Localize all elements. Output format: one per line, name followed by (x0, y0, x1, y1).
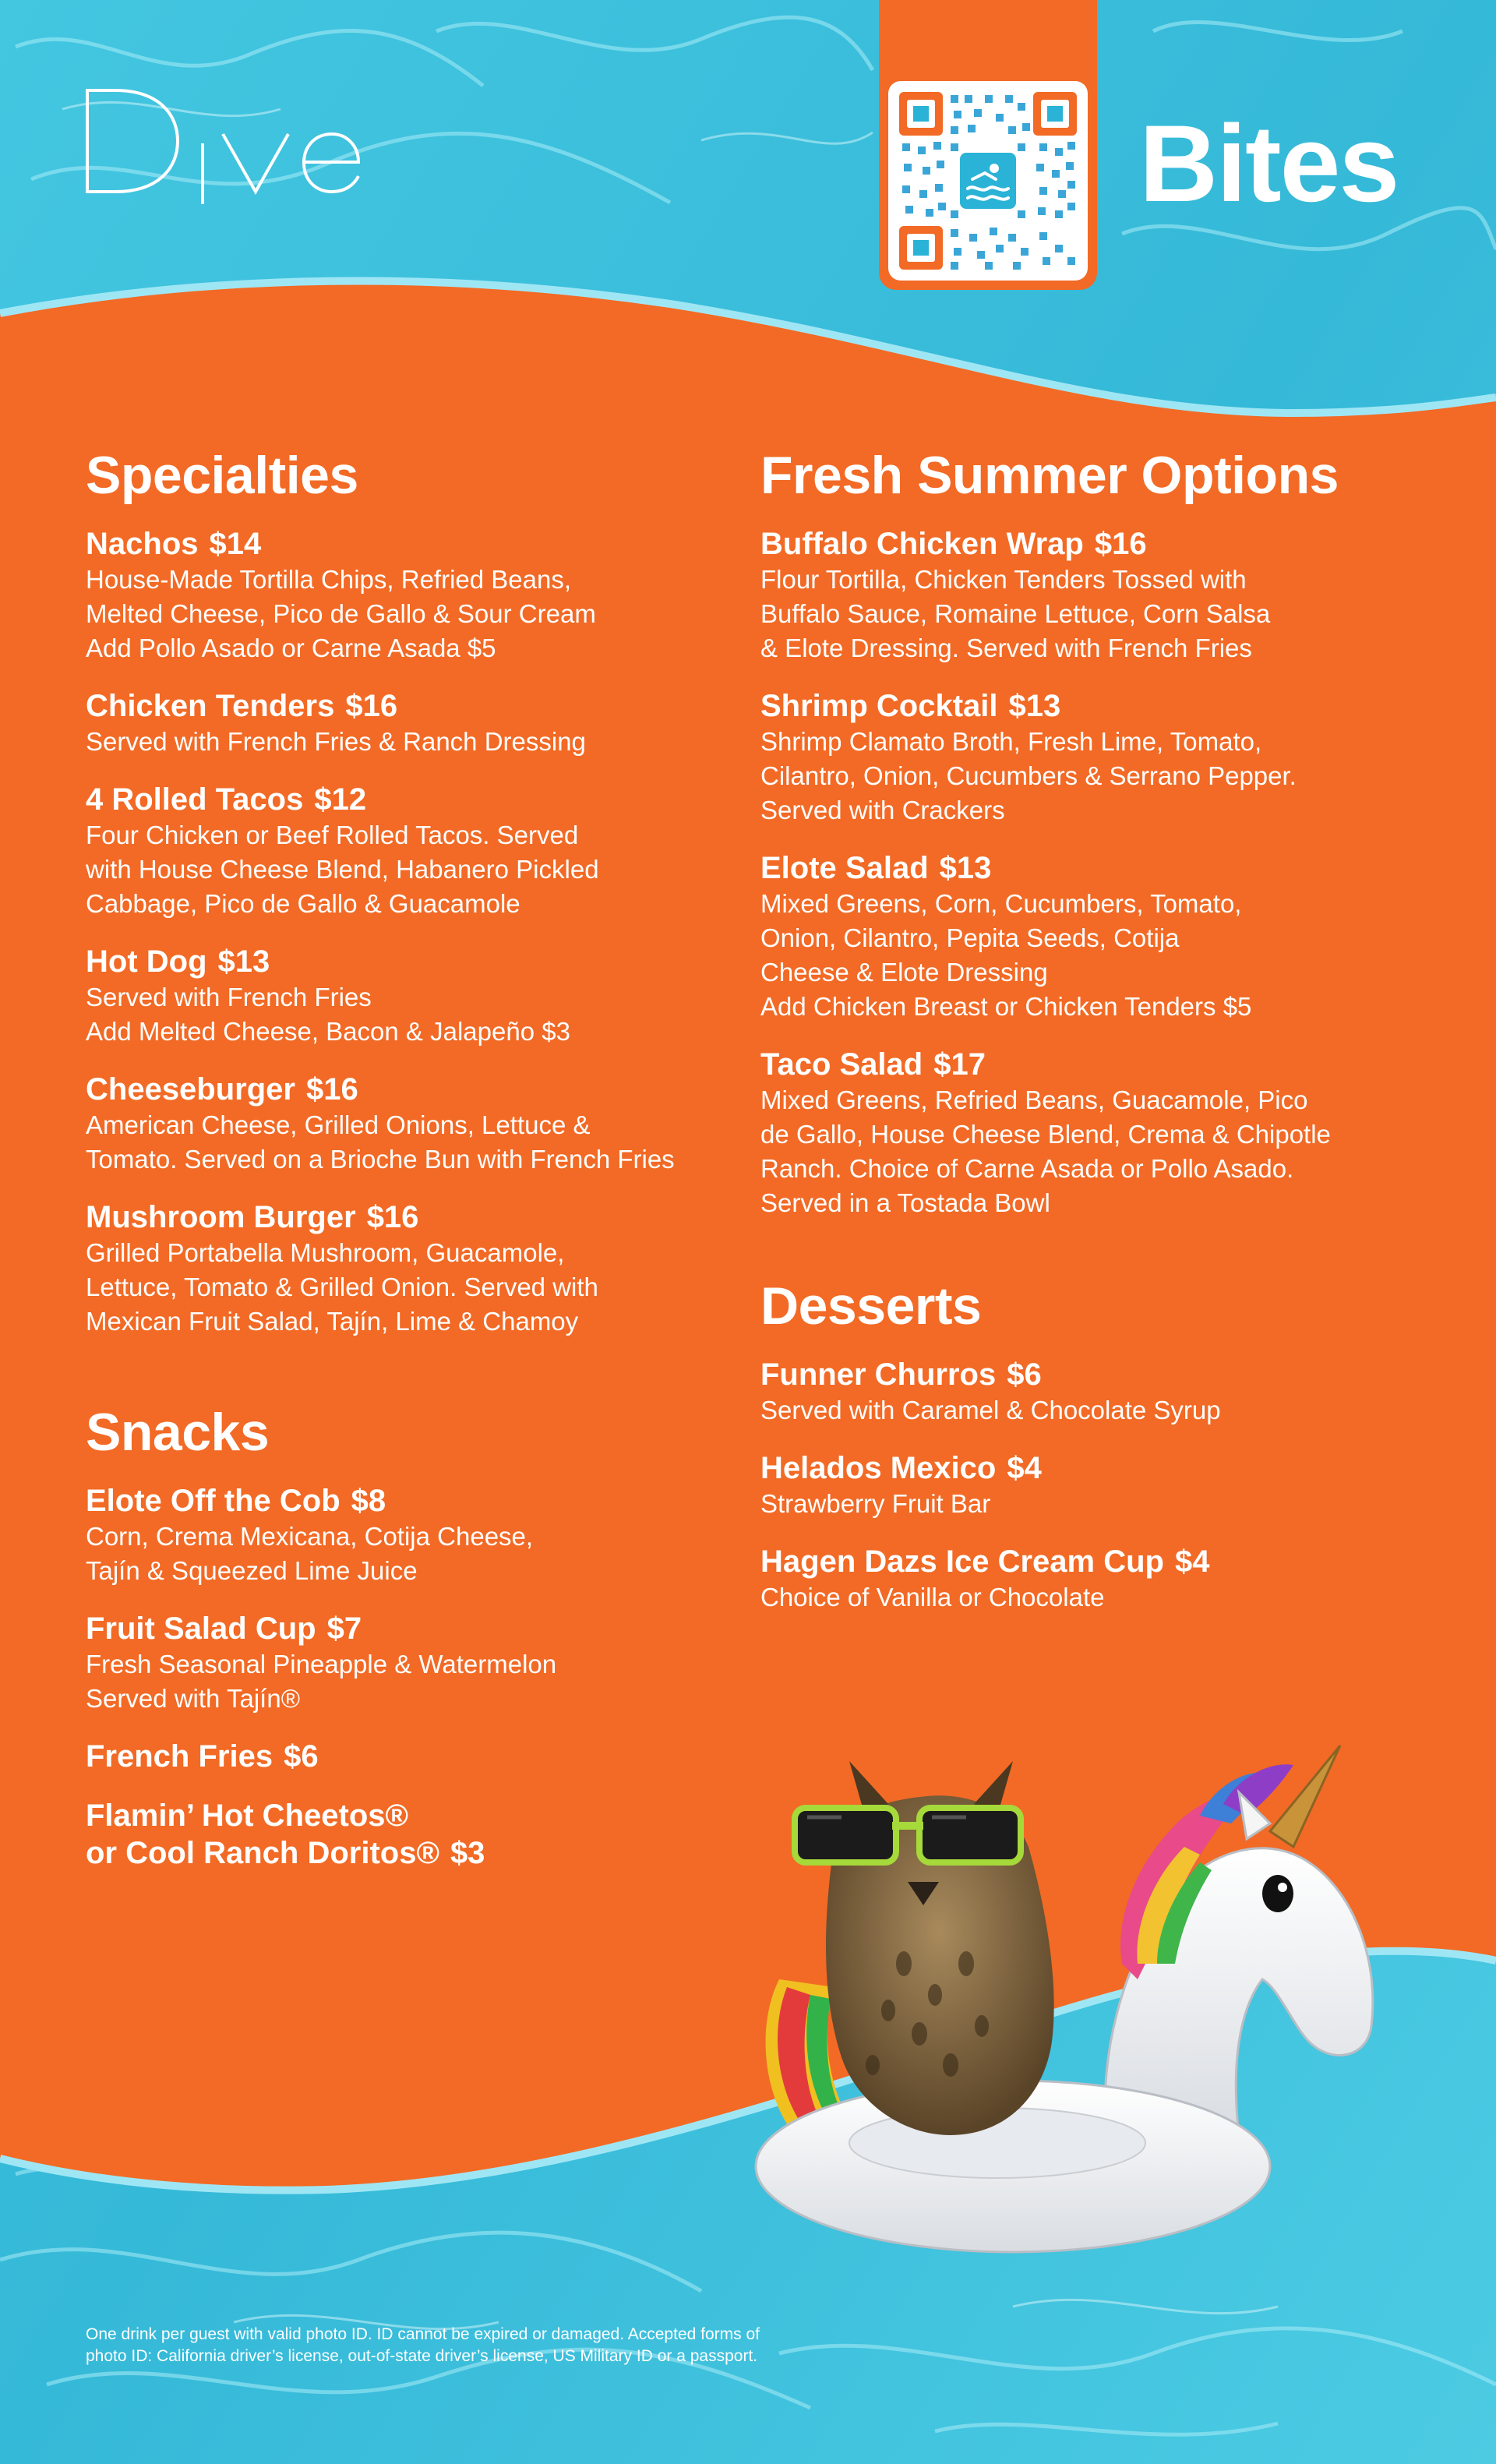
menu-item (86, 781, 756, 921)
item-name: Hot Dog (86, 944, 207, 979)
item-price: $8 (351, 1484, 386, 1518)
section-desserts (760, 1273, 1431, 1615)
item-description: Fresh Seasonal Pineapple & Watermelon Served with Tajín® (86, 1650, 557, 1713)
item-price: $4 (1007, 1451, 1042, 1485)
item-description: Shrimp Clamato Broth, Fresh Lime, Tomato, Cilantro, Onion, Cucumbers & Serrano Pepper. Served with Crackers (760, 727, 1297, 824)
item-name: Helados Mexico (760, 1451, 997, 1485)
menu-item (760, 1046, 1431, 1220)
section-fresh-summer-options (760, 443, 1431, 1220)
item-name: Mushroom Burger (86, 1200, 356, 1234)
item-name: Cheeseburger (86, 1072, 295, 1107)
item-price: $12 (314, 782, 367, 817)
section-specialties (86, 443, 756, 1339)
item-name: Taco Salad (760, 1047, 923, 1082)
owl-unicorn-float-illustration (732, 1730, 1387, 2307)
menu-item (86, 1198, 756, 1339)
qr-code[interactable] (888, 81, 1088, 281)
item-description: Grilled Portabella Mushroom, Guacamole, Lettuce, Tomato & Grilled Onion. Served with Mexican Fruit Salad, Tajín, Lime & Chamoy (86, 1238, 598, 1336)
menu-item (760, 1356, 1431, 1428)
item-description: Choice of Vanilla or Chocolate (760, 1583, 1105, 1611)
menu-item (86, 1738, 756, 1775)
menu-item (760, 525, 1431, 665)
item-price: $4 (1174, 1544, 1210, 1579)
item-price: $16 (366, 1200, 419, 1234)
item-price: $6 (284, 1739, 319, 1774)
item-name: Shrimp Cocktail (760, 689, 998, 723)
item-name: Chicken Tenders (86, 689, 335, 723)
item-name: Elote Salad (760, 851, 929, 885)
item-price: $16 (345, 689, 398, 723)
owl (795, 1761, 1054, 2135)
item-description: House-Made Tortilla Chips, Refried Beans, Melted Cheese, Pico de Gallo & Sour Cream Add Pollo Asado or Carne Asada $5 (86, 565, 596, 662)
item-name: Elote Off the Cob (86, 1484, 340, 1518)
unicorn-head (1105, 1746, 1373, 2135)
dive-logo (84, 75, 365, 207)
qr-code-pattern (899, 92, 1077, 270)
item-name: French Fries (86, 1739, 273, 1774)
item-price: $16 (1094, 527, 1147, 561)
menu-item (86, 1610, 756, 1716)
item-price: $13 (217, 944, 270, 979)
right-column (760, 443, 1431, 1636)
item-price: $13 (1008, 689, 1061, 723)
item-price: $13 (939, 851, 992, 885)
page-title: Bites (1139, 102, 1399, 224)
item-description: Mixed Greens, Refried Beans, Guacamole, Pico de Gallo, House Cheese Blend, Crema & Chipotle Ranch. Choice of Carne Asada or Pollo Asado. Served in a Tostada Bowl (760, 1086, 1331, 1217)
section-title: Snacks (86, 1403, 270, 1462)
item-price: $14 (209, 527, 262, 561)
item-name: Fruit Salad Cup (86, 1611, 316, 1646)
item-description: Served with Caramel & Chocolate Syrup (760, 1396, 1221, 1424)
item-name: 4 Rolled Tacos (86, 782, 304, 817)
item-name: Flamin’ Hot Cheetos® or Cool Ranch Doritos® (86, 1799, 439, 1870)
menu-item (86, 1071, 756, 1177)
section-title: Specialties (86, 446, 358, 505)
item-description: Mixed Greens, Corn, Cucumbers, Tomato, Onion, Cilantro, Pepita Seeds, Cotija Cheese & Elote Dressing Add Chicken Breast or Chicken Tenders $5 (760, 889, 1252, 1021)
section-snacks (86, 1400, 756, 1872)
menu-item (86, 943, 756, 1049)
legal-fine-print: One drink per guest with valid photo ID. ID cannot be expired or damaged. Accepted forms of photo ID: California driver’s license, out-of-state driver’s license, US Military ID or a passport. (86, 2325, 760, 2365)
section-title: Desserts (760, 1276, 982, 1336)
item-price: $7 (326, 1611, 362, 1646)
item-name: Nachos (86, 527, 199, 561)
menu-item (760, 687, 1431, 828)
item-description: Strawberry Fruit Bar (760, 1489, 991, 1518)
item-price: $6 (1007, 1357, 1042, 1392)
item-name: Buffalo Chicken Wrap (760, 527, 1084, 561)
item-description: Four Chicken or Beef Rolled Tacos. Served with House Cheese Blend, Habanero Pickled Cabbage, Pico de Gallo & Guacamole (86, 821, 599, 918)
section-title: Fresh Summer Options (760, 446, 1339, 505)
menu-item (86, 1797, 756, 1872)
item-description: Flour Tortilla, Chicken Tenders Tossed with Buffalo Sauce, Romaine Lettuce, Corn Salsa & Elote Dressing. Served with French Fries (760, 565, 1271, 662)
item-price: $17 (933, 1047, 986, 1082)
item-price: $3 (450, 1836, 485, 1870)
menu-item (760, 849, 1431, 1024)
menu-item (86, 525, 756, 665)
item-price: $16 (305, 1072, 358, 1107)
menu-item (760, 1449, 1431, 1521)
menu-item (86, 1482, 756, 1588)
menu-item (760, 1543, 1431, 1615)
dive-logo-mark (84, 75, 365, 207)
item-name: Hagen Dazs Ice Cream Cup (760, 1544, 1164, 1579)
left-column (86, 443, 756, 1894)
item-description: Corn, Crema Mexicana, Cotija Cheese, Tajín & Squeezed Lime Juice (86, 1522, 534, 1585)
item-description: Served with French Fries & Ranch Dressing (86, 727, 586, 756)
item-name: Funner Churros (760, 1357, 997, 1392)
item-description: American Cheese, Grilled Onions, Lettuce & Tomato. Served on a Brioche Bun with French Fries (86, 1110, 675, 1174)
item-description: Served with French Fries Add Melted Cheese, Bacon & Jalapeño $3 (86, 983, 570, 1046)
menu-item (86, 687, 756, 759)
